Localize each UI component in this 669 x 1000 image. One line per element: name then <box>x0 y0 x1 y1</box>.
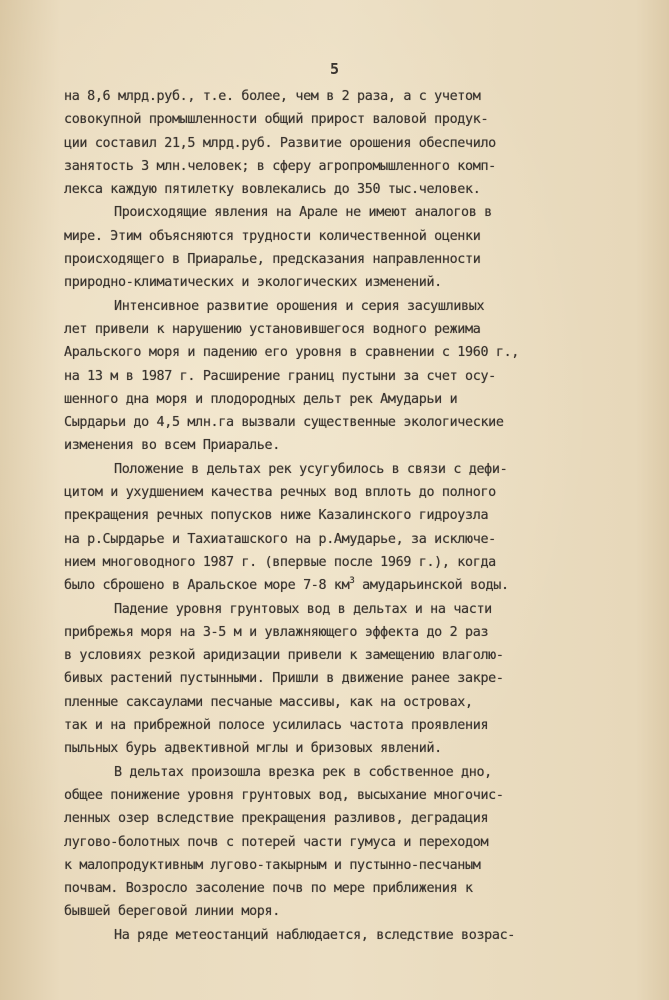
paragraph-start-line: Интенсивное развитие орошения и серия засушливых <box>114 298 485 314</box>
text-line: лет привели к нарушению установившегося водного режима <box>64 321 481 337</box>
superscript-exponent: 3 <box>349 576 355 587</box>
text-line: почвам. Возросло засоление почв по мере приближения к <box>64 881 473 897</box>
text-line: прекращения речных попусков ниже Казалинского гидроузла <box>64 508 489 524</box>
text-line: бывшей береговой линии моря. <box>64 904 280 920</box>
text-line: пыльных бурь адвективной мглы и бризовых явлений. <box>64 741 442 757</box>
text-line: ленных озер вследствие прекращения разливов, деградация <box>64 811 489 827</box>
text-line: ции составил 21,5 млрд.руб. Развитие орошения обеспечило <box>64 135 496 151</box>
text-line: общее понижение уровня грунтовых вод, высыхание многочис- <box>64 787 504 803</box>
text-line: происходящего в Приаралье, предсказания направленности <box>64 252 481 268</box>
text-line: нием многоводного 1987 г. (впервые после 1969 г.), когда <box>64 554 496 570</box>
text-line: на р.Сырдарье и Тахиаташского на р.Амударье, за исключе- <box>64 531 496 547</box>
text-line: так и на прибрежной полосе усилилась частота проявления <box>64 718 489 734</box>
text-line: лугово-болотных почв с потерей части гумуса и переходом <box>64 834 489 850</box>
text-line: мире. Этим объясняются трудности количественной оценки <box>64 228 481 244</box>
text-line: занятость 3 млн.человек; в сферу агропромышленного комп- <box>64 158 496 174</box>
text-line: на 8,6 млрд.руб., т.е. более, чем в 2 раза, а с учетом <box>64 89 481 104</box>
paragraph-start-line: Происходящие явления на Арале не имеют аналогов в <box>114 205 492 221</box>
text-line: к малопродуктивным лугово-такырным и пустынно-песчаным <box>64 857 481 873</box>
text-line: пленные саксаулами песчаные массивы, как на островах, <box>64 694 473 710</box>
text-line: изменения во всем Приаралье. <box>64 438 280 454</box>
text-line: Аральского моря и падению его уровня в сравнении с 1960 г., <box>64 345 519 361</box>
paragraph-start-line: На ряде метеостанций наблюдается, вследствие возрас- <box>114 927 516 943</box>
text-segment: амударьинской воды. <box>354 578 509 594</box>
text-line: на 13 м в 1987 г. Расширение границ пустыни за счет осу- <box>64 368 496 384</box>
text-line: шенного дна моря и плодородных дельт рек Амударьи и <box>64 391 458 407</box>
page-number: 5 <box>329 60 340 78</box>
text-line: цитом и ухудшением качества речных вод вплоть до полного <box>64 485 496 501</box>
text-line: лекса каждую пятилетку вовлекались до 350 тыс.человек. <box>64 182 481 198</box>
paragraph-start-line: Падение уровня грунтовых вод в дельтах и на части <box>114 601 492 617</box>
paragraph-start-line: В дельтах произошла врезка рек в собственное дно, <box>114 764 492 780</box>
body-text <box>64 85 584 947</box>
text-line-with-superscript <box>64 574 584 597</box>
text-line: прибрежья моря на 3-5 м и увлажняющего эффекта до 2 раз <box>64 624 489 640</box>
paragraph-start-line: Положение в дельтах рек усугубилось в связи с дефи- <box>114 461 508 477</box>
text-line: в условиях резкой аридизации привели к замещению влаголю- <box>64 648 504 664</box>
text-line: природно-климатических и экологических изменений. <box>64 275 442 291</box>
text-segment: было сброшено в Аральское море 7-8 км <box>64 578 350 594</box>
text-line: бивых растений пустынными. Пришли в движение ранее закре- <box>64 671 504 687</box>
text-line: Сырдарьи до 4,5 млн.га вызвали существенные экологические <box>64 415 504 431</box>
text-line: совокупной промышленности общий прирост валовой продук- <box>64 112 489 128</box>
